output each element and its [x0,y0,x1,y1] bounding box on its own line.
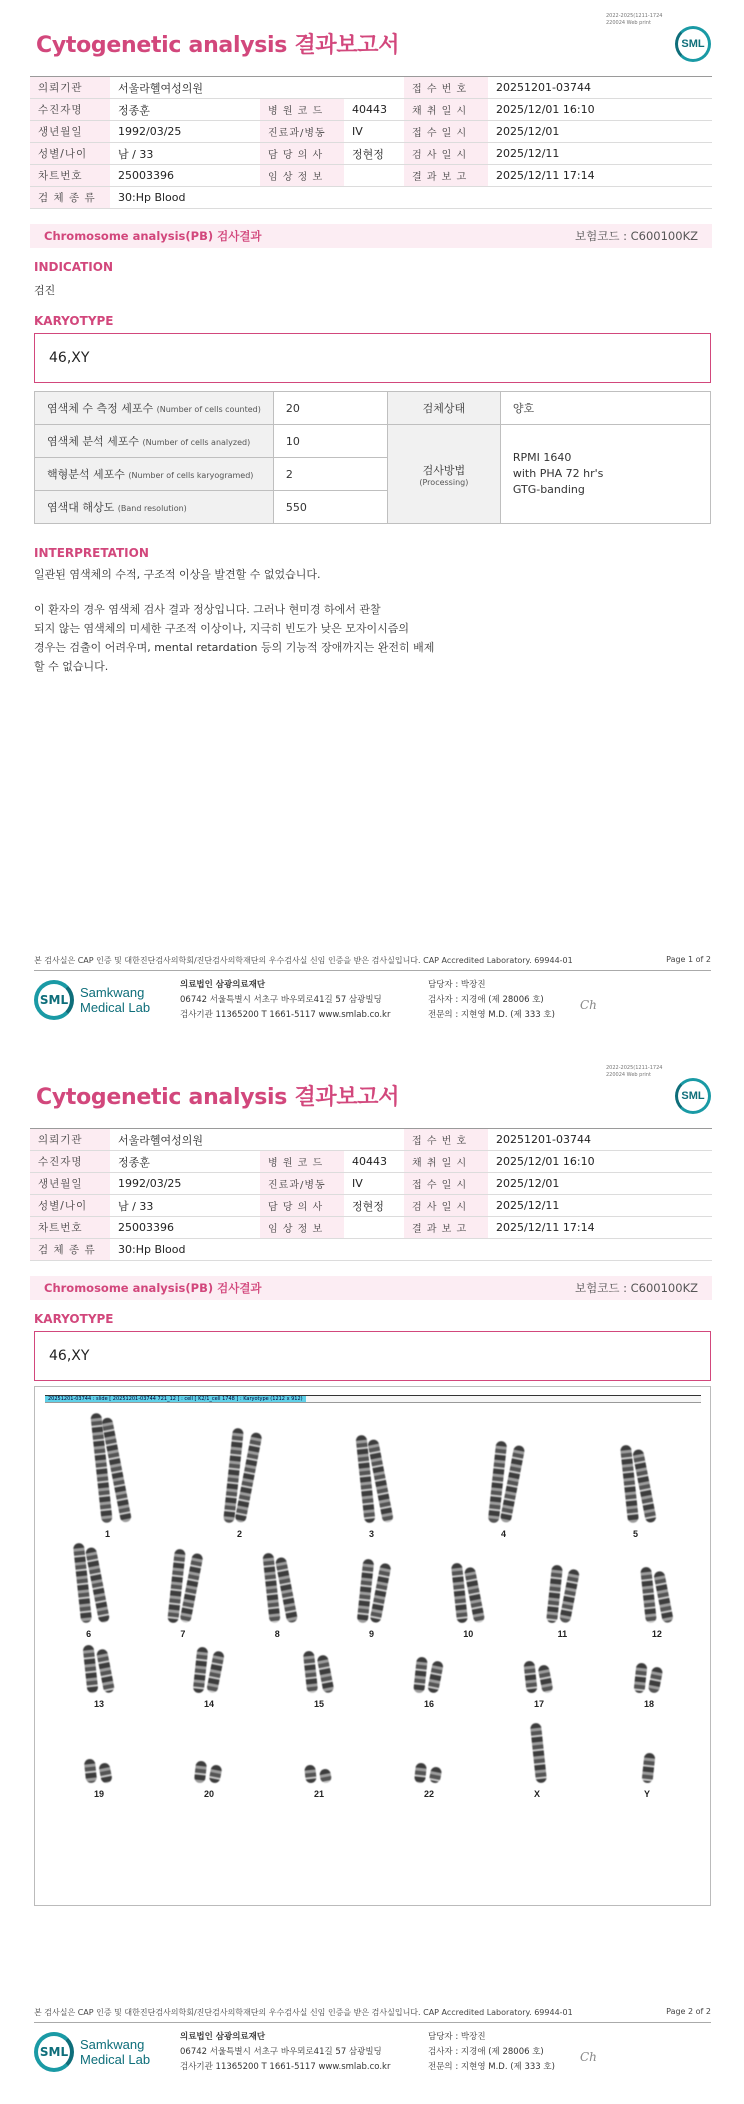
chromosome-label-11: 11 [557,1629,568,1639]
chromosome-10 [454,1563,480,1623]
clinical-label: 임 상 정 보 [260,1217,344,1239]
institution-label: 의뢰기관 [30,1129,110,1151]
chromosome-14 [195,1647,221,1693]
receipt-no-label: 접 수 번 호 [404,1129,488,1151]
chromosome-label-2: 2 [237,1529,243,1539]
sml-logo-badge: SML [675,26,711,62]
chromosome-label-5: 5 [633,1529,639,1539]
patient-info-table [30,76,712,209]
samkwang-logo: SML Samkwang Medical Lab [34,980,150,1020]
insurance-code: 보험코드 : C600100KZ [575,229,698,243]
karyogram-caption: 20251201-03744 : slide [ 20251201-03744 721_12 ] : cell [ K2/1_cell 1748 ] : Karyotype (1212 x 912) [45,1396,306,1402]
name-label: 수진자명 [30,1151,110,1173]
chromosome-21 [305,1765,331,1783]
chromosome-Y [643,1753,654,1783]
footer [34,2024,711,2076]
report-title: Cytogenetic analysis 결과보고서 [36,1085,400,1110]
sex-age-label: 성별/나이 [30,143,110,165]
institution-info: 의료법인 삼광의료재단 06742 서울특별시 서초구 바우뫼로41길 57 삼광빌딩 검사기관 11365200 T 1661-5117 www.smlab.co.kr [180,2032,391,2072]
chromosome-label-Y: Y [644,1789,651,1799]
chromosome-label-4: 4 [501,1529,507,1539]
tested-value: 2025/12/11 [488,1195,712,1217]
staff-info: 담당자 : 박장진 검사자 : 지경애 (제 28006 호) 전문의 : 지현영 M.D. (제 333 호) [428,2032,555,2072]
chromosome-12 [643,1567,669,1623]
insurance-code: 보험코드 : C600100KZ [575,1281,698,1295]
chromosome-9 [360,1559,386,1623]
chromosome-19 [85,1759,111,1783]
clinical-value [344,165,404,187]
chromosome-label-22: 22 [424,1789,435,1799]
specimen-value: 30:Hp Blood [110,1239,712,1261]
chromosome-6 [77,1543,103,1623]
clinical-value [344,1217,404,1239]
page-number: Page 2 of 2 [666,2007,711,2016]
clinical-label: 임 상 정 보 [260,165,344,187]
accreditation-note: 본 검사실은 CAP 인증 및 대한진단검사의학회/진단검사의학재단의 우수검사실 신임 인증을 받은 검사실입니다. CAP Accredited Laboratory. 69944-01 Page 2 of 2 [34,2007,711,2023]
chart-value: 25003396 [110,165,260,187]
chromosome-17 [525,1661,551,1693]
dept-label: 진료과/병동 [260,1173,344,1195]
name-value: 정종훈 [110,1151,260,1173]
result-band-title: Chromosome analysis(PB) 검사결과 [44,229,262,243]
hospital-code-value: 40443 [344,1151,404,1173]
chart-label: 차트번호 [30,1217,110,1239]
sml-logo-icon: SML [34,980,74,1020]
institution-value: 서울라헬여성의원 [110,77,344,99]
cells-counted-label: 염색체 수 측정 세포수 (Number of cells counted) [35,392,274,425]
specimen-value: 30:Hp Blood [110,187,712,209]
karyotype-result-box [34,333,711,383]
doctor-value: 정현정 [344,1195,404,1217]
collected-label: 채 취 일 시 [404,99,488,121]
result-band [30,1276,712,1300]
karyotype-value: 46,XY [49,1348,90,1364]
accreditation-note: 본 검사실은 CAP 인증 및 대한진단검사의학회/진단검사의학재단의 우수검사실 신임 인증을 받은 검사실입니다. CAP Accredited Laboratory. 69944-01 Page 1 of 2 [34,955,711,971]
chromosome-label-10: 10 [463,1629,474,1639]
chromosome-16 [415,1657,441,1693]
collected-value: 2025/12/01 16:10 [488,1151,712,1173]
chromosome-7 [171,1549,197,1623]
karyotype-heading: KARYOTYPE [34,314,114,328]
interpretation-paragraph: 이 환자의 경우 염색체 검사 결과 정상입니다. 그러나 현미경 하에서 관찰 되지 않는 염색체의 미세한 구조적 이상이나, 지극히 빈도가 낮은 모자이시즘의 경우는 검출이 어려우며, mental retardation 등의 기능적 장애까지는 완전히 배제 할 수 없습니다. [34,603,435,673]
chromosome-label-12: 12 [651,1629,662,1639]
chromosome-label-21: 21 [314,1789,325,1799]
chromosome-15 [305,1651,331,1693]
cell-count-table [34,391,711,524]
indication-heading: INDICATION [34,260,113,274]
chromosome-label-9: 9 [369,1629,375,1639]
received-value: 2025/12/01 [488,1173,712,1195]
chromosome-label-3: 3 [369,1529,375,1539]
doctor-value: 정현정 [344,143,404,165]
institution-label: 의뢰기관 [30,77,110,99]
print-stamp: 2022-2025(1211-1724 220024 Web print [606,13,663,26]
chromosome-1 [96,1413,122,1523]
signature: Ch [580,998,597,1012]
karyotype-value: 46,XY [49,350,90,366]
name-label: 수진자명 [30,99,110,121]
tested-label: 검 사 일 시 [404,143,488,165]
chromosome-label-1: 1 [105,1529,111,1539]
chromosome-label-13: 13 [94,1699,105,1709]
name-value: 정종훈 [110,99,260,121]
institution-value: 서울라헬여성의원 [110,1129,344,1151]
chromosome-label-16: 16 [424,1699,435,1709]
chromosome-label-6: 6 [86,1629,92,1639]
tested-value: 2025/12/11 [488,143,712,165]
specimen-status-label: 검체상태 [387,392,500,425]
received-label: 접 수 일 시 [404,1173,488,1195]
chromosome-label-20: 20 [204,1789,215,1799]
chromosome-18 [635,1663,661,1693]
hospital-code-label: 병 원 코 드 [260,99,344,121]
indication-text: 검진 [34,284,56,297]
received-label: 접 수 일 시 [404,121,488,143]
cells-karyogramed-label: 핵형분석 세포수 (Number of cells karyogramed) [35,458,274,491]
collected-value: 2025/12/01 16:10 [488,99,712,121]
method-value: RPMI 1640 with PHA 72 hr's GTG-banding [500,425,710,524]
print-stamp: 2022-2025(1211-1724 220024 Web print [606,1065,663,1078]
dob-label: 생년월일 [30,121,110,143]
report-title: Cytogenetic analysis 결과보고서 [36,33,400,58]
chromosome-13 [85,1645,111,1693]
chromosome-3 [360,1435,386,1523]
chromosome-label-17: 17 [534,1699,545,1709]
reported-value: 2025/12/11 17:14 [488,1217,712,1239]
reported-label: 결 과 보 고 [404,1217,488,1239]
chart-value: 25003396 [110,1217,260,1239]
footer [34,972,711,1024]
receipt-no-value: 20251201-03744 [488,77,712,99]
karyogram-caption-bar [45,1395,701,1403]
hospital-code-value: 40443 [344,99,404,121]
chromosome-8 [266,1553,292,1623]
chromosome-label-19: 19 [94,1789,105,1799]
band-resolution-value: 550 [273,491,387,524]
result-band-title: Chromosome analysis(PB) 검사결과 [44,1281,262,1295]
receipt-no-label: 접 수 번 호 [404,77,488,99]
institution-info: 의료법인 삼광의료재단 06742 서울특별시 서초구 바우뫼로41길 57 삼광빌딩 검사기관 11365200 T 1661-5117 www.smlab.co.kr [180,980,391,1020]
karyogram-image [34,1386,711,1906]
chromosome-4 [492,1441,518,1523]
chromosome-X [533,1723,544,1783]
chromosome-2 [228,1428,254,1523]
karyotype-result-box [34,1331,711,1381]
chromosome-5 [624,1445,650,1523]
chromosome-label-14: 14 [204,1699,215,1709]
method-label: 검사방법 (Processing) [387,425,500,524]
chromosome-label-18: 18 [644,1699,655,1709]
collected-label: 채 취 일 시 [404,1151,488,1173]
samkwang-logo: SML Samkwang Medical Lab [34,2032,150,2072]
specimen-label: 검 체 종 류 [30,1239,110,1261]
cells-counted-value: 20 [273,392,387,425]
hospital-code-label: 병 원 코 드 [260,1151,344,1173]
received-value: 2025/12/01 [488,121,712,143]
doctor-label: 담 당 의 사 [260,143,344,165]
dept-label: 진료과/병동 [260,121,344,143]
specimen-label: 검 체 종 류 [30,187,110,209]
dept-value: IV [344,1173,404,1195]
interpretation-heading: INTERPRETATION [34,546,149,560]
sex-age-value: 남 / 33 [110,1195,260,1217]
signature: Ch [580,2050,597,2064]
result-band [30,224,712,248]
receipt-no-value: 20251201-03744 [488,1129,712,1151]
specimen-status-value: 양호 [500,392,710,425]
sex-age-label: 성별/나이 [30,1195,110,1217]
chromosome-22 [415,1763,441,1783]
cells-analyzed-label: 염색체 분석 세포수 (Number of cells analyzed) [35,425,274,458]
page-number: Page 1 of 2 [666,955,711,964]
chart-label: 차트번호 [30,165,110,187]
patient-info-table [30,1128,712,1261]
karyotype-heading: KARYOTYPE [34,1312,114,1326]
band-resolution-label: 염색대 해상도 (Band resolution) [35,491,274,524]
dob-value: 1992/03/25 [110,1173,260,1195]
chromosome-11 [549,1565,575,1623]
sex-age-value: 남 / 33 [110,143,260,165]
chromosome-label-X: X [534,1789,541,1799]
sml-logo-badge: SML [675,1078,711,1114]
chromosome-label-15: 15 [314,1699,325,1709]
reported-label: 결 과 보 고 [404,165,488,187]
cells-analyzed-value: 10 [273,425,387,458]
dob-label: 생년월일 [30,1173,110,1195]
sml-logo-icon: SML [34,2032,74,2072]
chromosome-label-7: 7 [180,1629,186,1639]
tested-label: 검 사 일 시 [404,1195,488,1217]
doctor-label: 담 당 의 사 [260,1195,344,1217]
report-page-2 [0,1052,744,2104]
reported-value: 2025/12/11 17:14 [488,165,712,187]
dob-value: 1992/03/25 [110,121,260,143]
chromosome-20 [195,1761,221,1783]
interpretation-line1: 일관된 염색체의 수적, 구조적 이상을 발견할 수 없었습니다. [34,568,321,581]
dept-value: IV [344,121,404,143]
chromosome-label-8: 8 [274,1629,280,1639]
cells-karyogramed-value: 2 [273,458,387,491]
staff-info: 담당자 : 박장진 검사자 : 지경애 (제 28006 호) 전문의 : 지현영 M.D. (제 333 호) [428,980,555,1020]
